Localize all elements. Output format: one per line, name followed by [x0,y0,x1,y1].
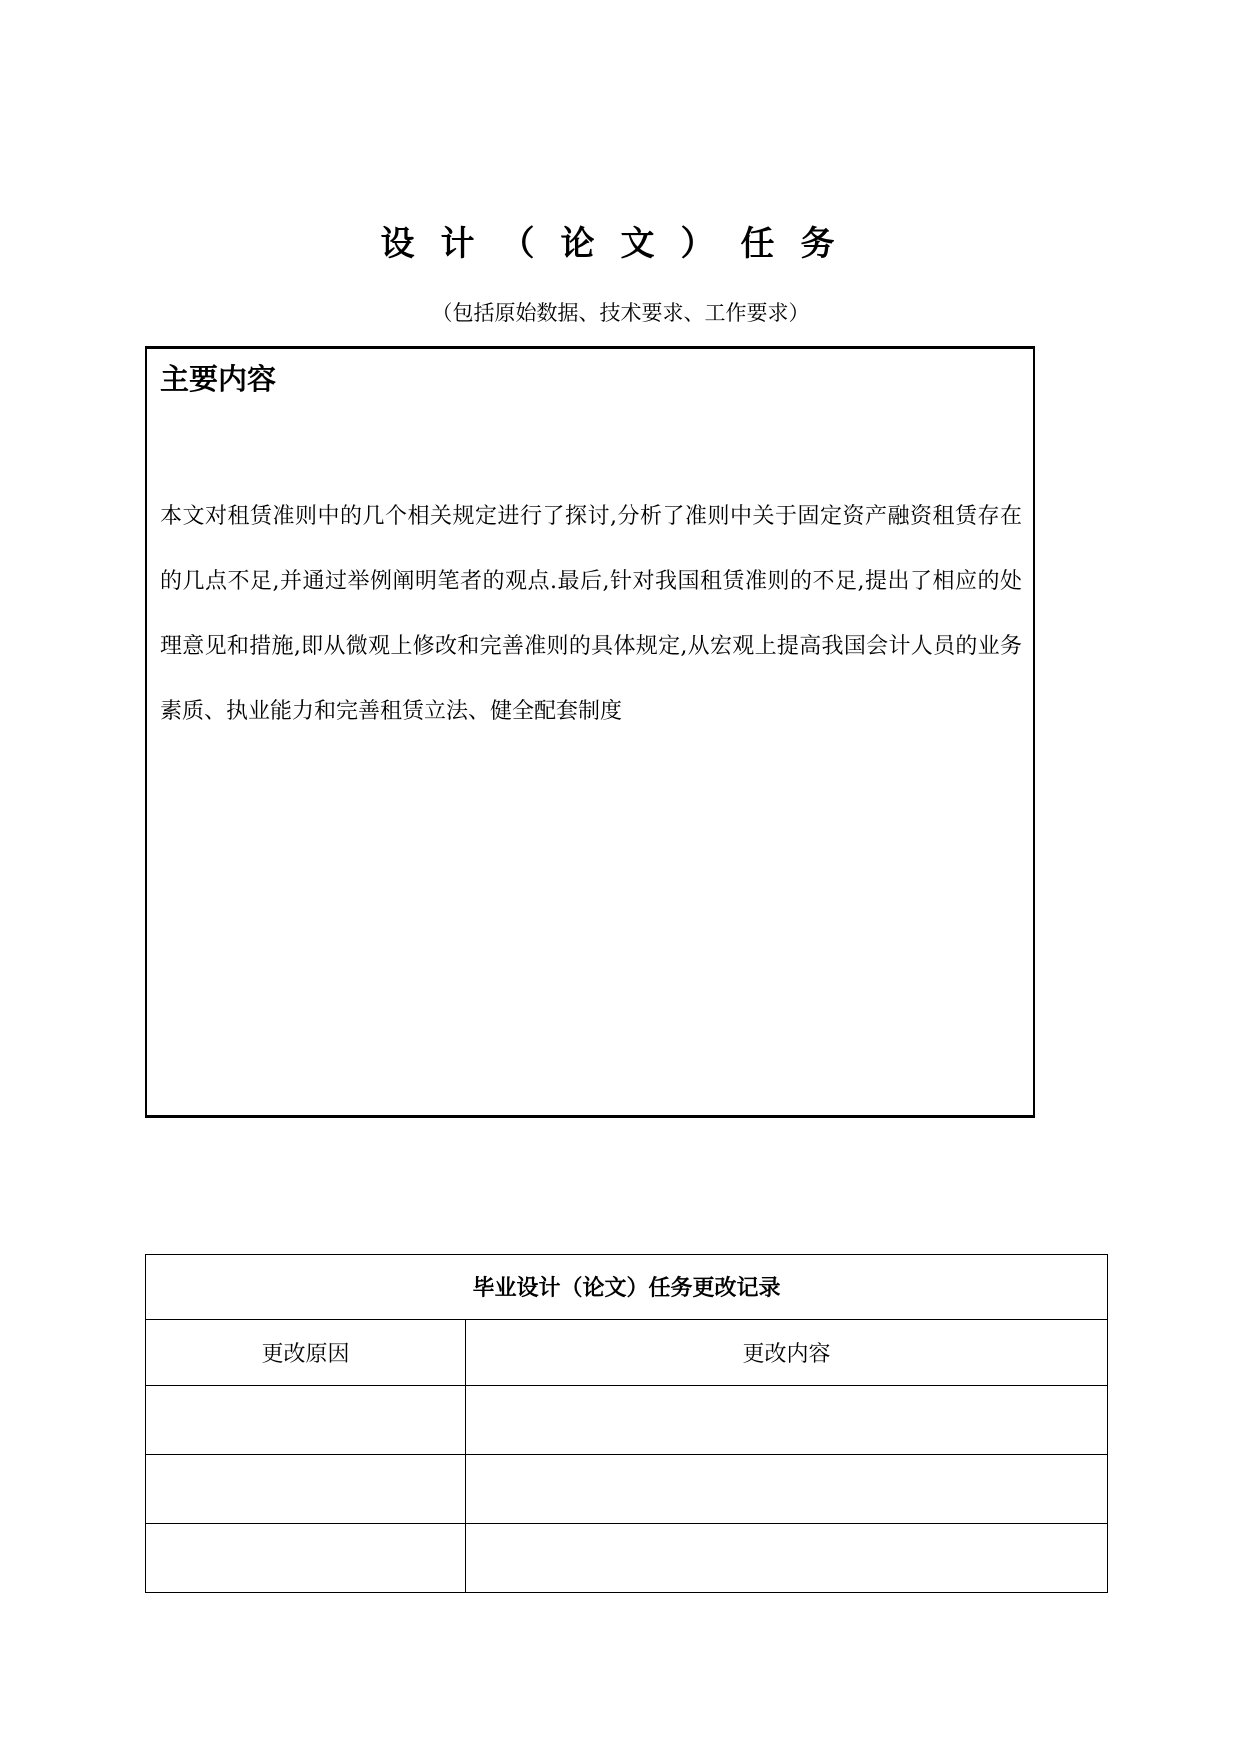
main-content-text: 本文对租赁准则中的几个相关规定进行了探讨,分析了准则中关于固定资产融资租赁存在的几点不足,并通过举例阐明笔者的观点.最后,针对我国租赁准则的不足,提出了相应的处理意见和措施,即从微观上修改和完善准则的具体规定,从宏观上提高我国会计人员的业务素质、执业能力和完善租赁立法、健全配套制度 [160,504,1022,724]
table-row [146,1455,1108,1524]
table-row [146,1524,1108,1593]
column-header-reason: 更改原因 [146,1320,466,1386]
main-content-heading: 主要内容 [160,362,277,396]
table-cell [146,1524,466,1593]
table-row [146,1386,1108,1455]
document-subtitle: （包括原始数据、技术要求、工作要求） [431,301,810,325]
table-cell [466,1455,1108,1524]
change-record-title: 毕业设计（论文）任务更改记录 [146,1255,1108,1320]
column-header-content: 更改内容 [466,1320,1108,1386]
table-cell [146,1386,466,1455]
table-cell [466,1524,1108,1593]
change-record-table [145,1254,1108,1593]
table-cell [146,1455,466,1524]
table-cell [466,1386,1108,1455]
document-title: 设计（论文）任务 [380,224,861,264]
main-content-box [145,346,1035,1118]
